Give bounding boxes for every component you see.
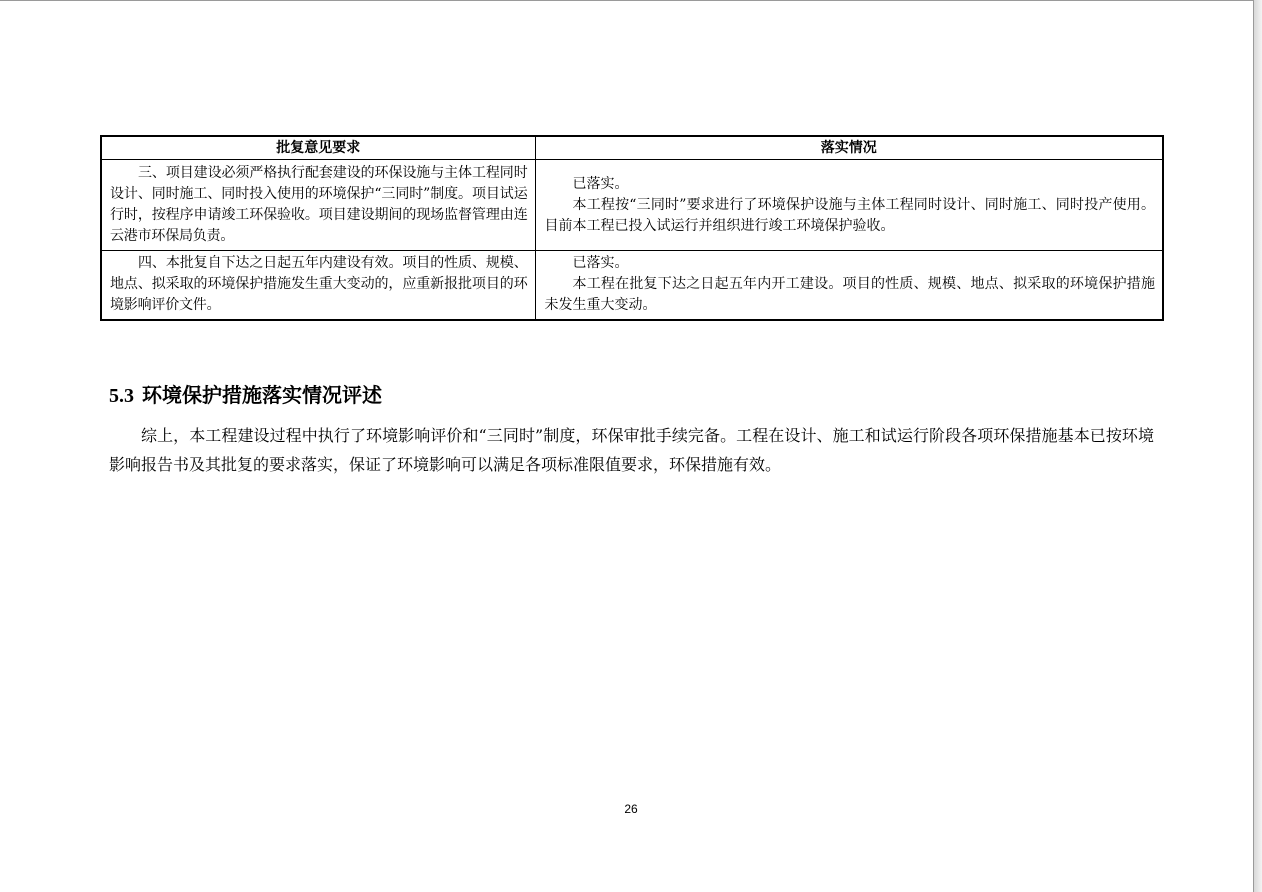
status-text: 已落实。: [572, 175, 629, 192]
detail-text: 本工程在批复下达之日起五年内开工建设。项目的性质、规模、地点、拟采取的环境保护措施未发生重大变动。: [544, 276, 1155, 314]
requirement-text: 四、本批复自下达之日起五年内建设有效。项目的性质、规模、地点、拟采取的环境保护措施发生重大变动的，应重新报批项目的环境影响评价文件。: [110, 255, 528, 314]
requirement-cell: [101, 251, 535, 320]
table-row: [101, 251, 1163, 320]
requirement-cell: [101, 160, 535, 251]
detail-text: 本工程按“三同时”要求进行了环境保护设施与主体工程同时设计、同时施工、同时投产使用。目前本工程已投入试运行并组织进行竣工环境保护验收。: [544, 196, 1155, 234]
section-heading: [109, 379, 382, 408]
implementation-cell: [535, 251, 1163, 320]
page-number: 26: [624, 802, 638, 816]
table-row: [101, 160, 1163, 251]
header-implementation: 落实情况: [535, 136, 1163, 160]
requirement-text: 三、项目建设必须严格执行配套建设的环保设施与主体工程同时设计、同时施工、同时投入使用的环境保护“三同时”制度。项目试运行时，按程序申请竣工环保验收。项目建设期间的现场监督管理由连云港市环保局负责。: [110, 165, 528, 244]
section-body-paragraph: 综上，本工程建设过程中执行了环境影响评价和“三同时”制度，环保审批手续完备。工程在设计、施工和试运行阶段各项环保措施基本已按环境影响报告书及其批复的要求落实，保证了环境影响可以满足各项标准限值要求，环保措施有效。: [109, 426, 1154, 474]
status-text: 已落实。: [572, 255, 629, 272]
approval-requirements-table: [100, 135, 1164, 321]
table-header-row: [101, 136, 1163, 160]
page-edge-shadow: [1254, 0, 1262, 892]
section-number: 5.3: [109, 385, 134, 407]
header-requirement: 批复意见要求: [101, 136, 535, 160]
implementation-cell: [535, 160, 1163, 251]
section-title-text: 环境保护措施落实情况评述: [142, 383, 382, 407]
